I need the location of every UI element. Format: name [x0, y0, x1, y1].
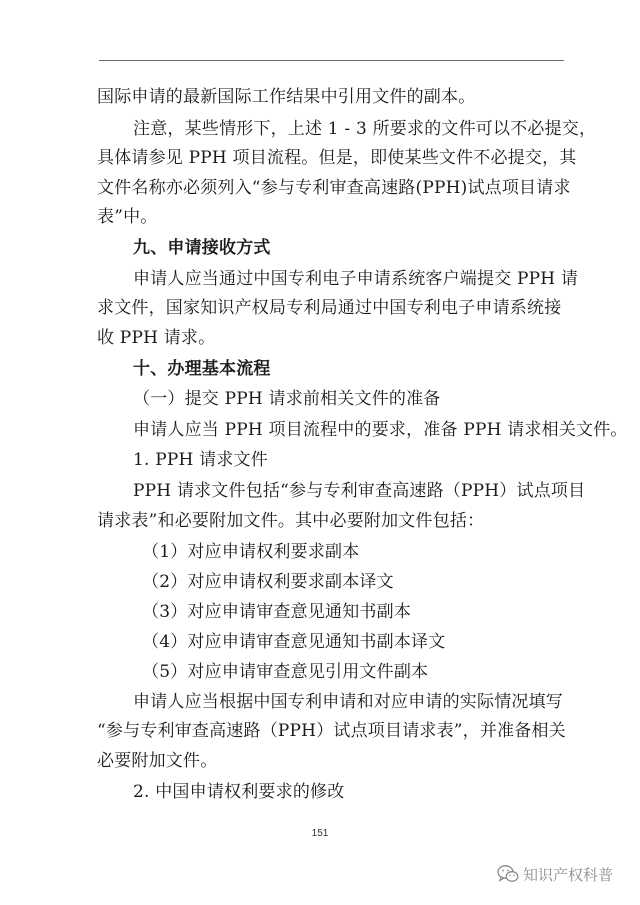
list-item: （5）对应申请审查意见引用文件副本 — [142, 662, 429, 682]
body-line: 收 PPH 请求。 — [97, 328, 216, 348]
body-line: 请求表”和必要附加文件。其中必要附加文件包括： — [97, 511, 485, 531]
wechat-icon — [497, 864, 519, 884]
body-line: PPH 请求文件包括“参与专利审查高速路（PPH）试点项目 — [133, 481, 586, 501]
list-item: （4）对应申请审查意见通知书副本译文 — [142, 632, 446, 652]
body-line: 文件名称亦必须列入“参与专利审查高速路(PPH)试点项目请求 — [97, 178, 571, 198]
body-line: 申请人应当根据中国专利申请和对应申请的实际情况填写 — [133, 692, 563, 712]
subheading: 1. PPH 请求文件 — [133, 450, 268, 470]
body-line: 表”中。 — [97, 207, 158, 227]
body-line: 注意，某些情形下，上述 1 - 3 所要求的文件可以不必提交， — [133, 119, 597, 139]
section-heading: 十、办理基本流程 — [133, 359, 271, 379]
body-line: 申请人应当 PPH 项目流程中的要求，准备 PPH 请求相关文件。 — [133, 420, 628, 440]
header-rule — [99, 60, 564, 61]
watermark — [497, 862, 613, 886]
body-line: 申请人应当通过中国专利电子申请系统客户端提交 PPH 请 — [133, 269, 579, 289]
body-line: 求文件，国家知识产权局专利局通过中国专利电子申请系统接 — [97, 298, 562, 318]
body-line: 必要附加文件。 — [97, 751, 218, 771]
body-line: 国际申请的最新国际工作结果中引用文件的副本。 — [97, 87, 476, 107]
section-heading: 九、申请接收方式 — [133, 238, 271, 258]
subheading: 2. 中国申请权利要求的修改 — [133, 782, 345, 802]
list-item: （3）对应申请审查意见通知书副本 — [142, 602, 412, 622]
body-line: “参与专利审查高速路（PPH）试点项目请求表”，并准备相关 — [97, 721, 566, 741]
list-item: （2）对应申请权利要求副本译文 — [142, 572, 394, 592]
subsection-heading: （一）提交 PPH 请求前相关文件的准备 — [133, 389, 441, 409]
list-item: （1）对应申请权利要求副本 — [142, 542, 360, 562]
watermark-text: 知识产权科普 — [523, 865, 614, 884]
page-number: 151 — [311, 828, 329, 839]
body-line: 具体请参见 PPH 项目流程。但是，即使某些文件不必提交，其 — [97, 148, 577, 168]
